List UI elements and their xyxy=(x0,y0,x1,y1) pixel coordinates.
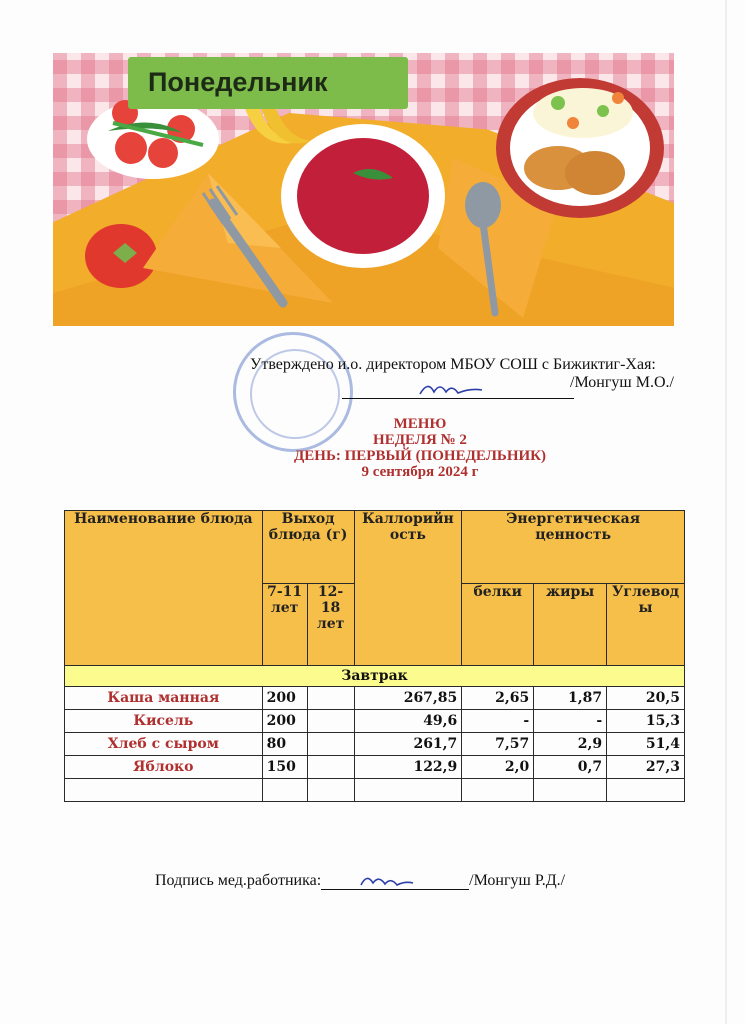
output-age2 xyxy=(307,756,354,779)
fats-value: 2,9 xyxy=(534,733,607,756)
header-proteins: белки xyxy=(462,584,534,666)
menu-heading xyxy=(220,416,620,480)
table-row xyxy=(65,710,685,733)
calories-value: 261,7 xyxy=(354,733,462,756)
heading-menu: МЕНЮ xyxy=(393,416,447,432)
director-signature xyxy=(342,378,574,400)
approval-text: Утверждено и.о. директором МБОУ СОШ с Бижиктиг-Хая: xyxy=(250,356,656,373)
header-carbs: Углеводы xyxy=(607,584,685,666)
empty-cell xyxy=(607,779,685,802)
dish-name: Хлеб с сыром xyxy=(65,733,263,756)
banner-title-box xyxy=(128,57,408,109)
fats-value: 0,7 xyxy=(534,756,607,779)
output-age2 xyxy=(307,710,354,733)
header-output: Выход блюда (г) xyxy=(262,511,354,584)
calories-value: 267,85 xyxy=(354,687,462,710)
director-name: /Монгуш М.О./ xyxy=(570,374,674,391)
calories-value: 49,6 xyxy=(354,710,462,733)
dish-name: Каша манная xyxy=(65,687,263,710)
tomato-slice xyxy=(148,138,178,168)
empty-cell xyxy=(354,779,462,802)
empty-cell xyxy=(262,779,307,802)
table-row xyxy=(65,756,685,779)
table-row xyxy=(65,733,685,756)
heading-date: 9 сентября 2024 г xyxy=(361,464,479,480)
director-signature-line xyxy=(342,378,574,399)
header-energy: Энергетическая ценность xyxy=(462,511,685,584)
page-edge xyxy=(725,0,727,1024)
output-age2 xyxy=(307,733,354,756)
heading-week: НЕДЕЛЯ № 2 xyxy=(373,432,467,448)
carrot xyxy=(567,117,579,129)
fats-value: 1,87 xyxy=(534,687,607,710)
section-row xyxy=(65,666,685,687)
day-title: Понедельник xyxy=(148,67,328,97)
header-age-12-18: 12-18 лет xyxy=(307,584,354,666)
carbs-value: 15,3 xyxy=(607,710,685,733)
fats-value: - xyxy=(534,710,607,733)
header-fats: жиры xyxy=(534,584,607,666)
carbs-value: 27,3 xyxy=(607,756,685,779)
header-dish: Наименование блюда xyxy=(65,511,263,666)
medic-signature xyxy=(321,873,469,889)
output-age1: 80 xyxy=(262,733,307,756)
empty-cell xyxy=(307,779,354,802)
pea xyxy=(597,105,609,117)
table-row-empty xyxy=(65,779,685,802)
medic-signature-line xyxy=(321,873,469,890)
cutlet xyxy=(565,151,625,195)
heading-day: ДЕНЬ: ПЕРВЫЙ (ПОНЕДЕЛЬНИК) xyxy=(293,448,547,464)
dish-name: Кисель xyxy=(65,710,263,733)
tomato-slice xyxy=(115,132,147,164)
menu-banner xyxy=(53,53,674,326)
menu-table xyxy=(64,510,685,802)
medic-name: /Монгуш Р.Д./ xyxy=(469,872,566,889)
output-age1: 150 xyxy=(262,756,307,779)
carrot xyxy=(612,92,624,104)
table-row xyxy=(65,687,685,710)
empty-cell xyxy=(65,779,263,802)
section-breakfast: Завтрак xyxy=(65,666,685,687)
pea xyxy=(551,96,565,110)
borscht-soup xyxy=(297,138,429,254)
proteins-value: 2,0 xyxy=(462,756,534,779)
output-age2 xyxy=(307,687,354,710)
empty-cell xyxy=(462,779,534,802)
proteins-value: 7,57 xyxy=(462,733,534,756)
carbs-value: 20,5 xyxy=(607,687,685,710)
carbs-value: 51,4 xyxy=(607,733,685,756)
calories-value: 122,9 xyxy=(354,756,462,779)
output-age1: 200 xyxy=(262,687,307,710)
header-calories: Каллорийность xyxy=(354,511,462,666)
medic-label: Подпись мед.работника: xyxy=(155,872,322,889)
proteins-value: - xyxy=(462,710,534,733)
dish-name: Яблоко xyxy=(65,756,263,779)
output-age1: 200 xyxy=(262,710,307,733)
header-age-7-11: 7-11 лет xyxy=(262,584,307,666)
salad-plate xyxy=(87,99,219,179)
empty-cell xyxy=(534,779,607,802)
medic-signature-block xyxy=(155,872,565,890)
proteins-value: 2,65 xyxy=(462,687,534,710)
